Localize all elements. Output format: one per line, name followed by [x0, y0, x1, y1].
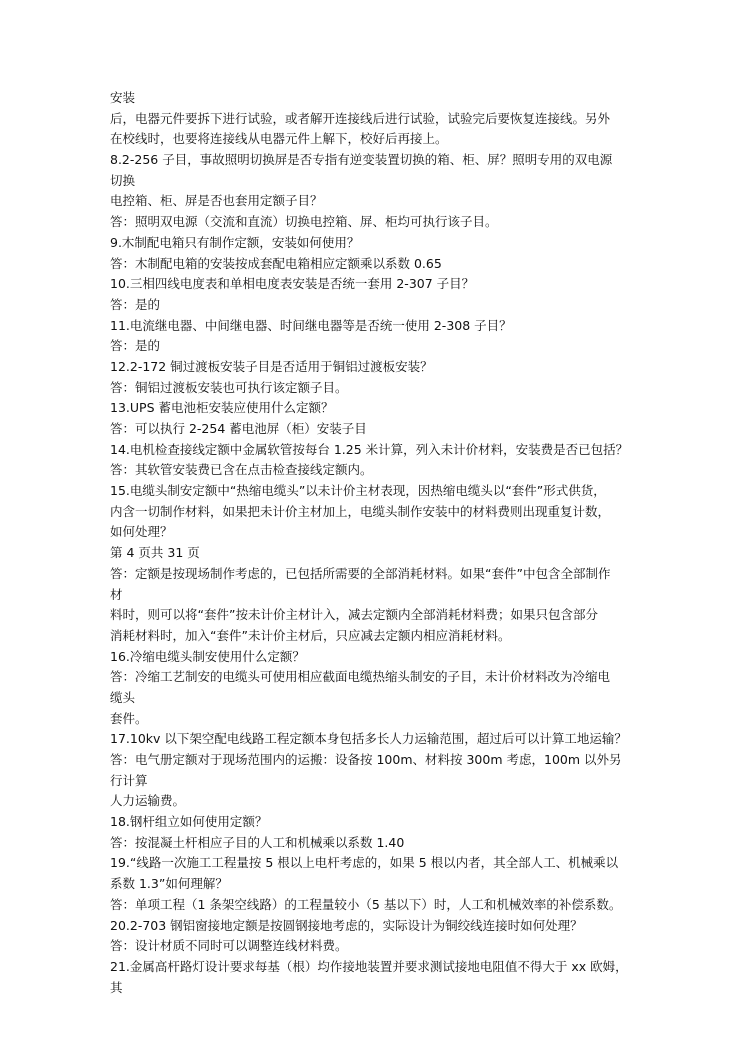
answer-line: 材	[110, 586, 123, 602]
question-line: 如何处理？	[110, 524, 173, 540]
question-line: 14.电机检查接线定额中金属软管按每台 1.25 米计算，列入未计价材料，安装费是否已包括？	[110, 441, 629, 457]
answer-line: 答：定额是按现场制作考虑的，已包括所需要的全部消耗材料。如果“套件”中包含全部制作	[110, 565, 611, 581]
page-number: 第 4 页共 31 页	[110, 545, 200, 561]
answer-line: 行计算	[110, 772, 148, 788]
answer-line: 套件。	[110, 710, 148, 726]
answer-line: 消耗材料时，加入“套件”未计价主材后，只应减去定额内相应消耗材料。	[110, 627, 511, 643]
answer-line: 答：冷缩工艺制安的电缆头可使用相应截面电缆热缩头制安的子目，未计价材料改为冷缩电	[110, 669, 611, 685]
question-line: 内含一切制作材料，如果把未计价主材加上，电缆头制作安装中的材料费则出现重复计数，	[110, 503, 611, 519]
text-line: 安装	[110, 90, 136, 105]
question-line: 10.三相四线电度表和单相电度表安装是否统一套用 2-307 子目？	[110, 276, 475, 292]
answer-line: 答：是的	[110, 296, 161, 312]
answer-line: 答：照明双电源（交流和直流）切换电控箱、屏、柜均可执行该子目。	[110, 214, 498, 230]
document-body	[110, 88, 640, 998]
answer-line: 答：铜铝过渡板安装也可执行该定额子目。	[110, 379, 348, 395]
question-line: 15.电缆头制安定额中“热缩电缆头”以未计价主材表现，因热缩电缆头以“套件”形式供货，	[110, 483, 606, 499]
answer-line: 答：其软管安装费已含在点击检查接线定额内。	[110, 462, 373, 478]
question-line: 19.“线路一次施工工程量按 5 根以上电杆考虑的，如果 5 根以内者，其全部人工、机械乘以	[110, 855, 619, 871]
answer-line: 答：是的	[110, 338, 161, 354]
question-line: 17.10kv 以下架空配电线路工程定额本身包括多长人力运输范围，超过后可以计算工地运输？	[110, 731, 627, 747]
text-line: 后，电器元件要拆下进行试验，或者解开连接线后进行试验，试验完后要恢复连接线。另外	[110, 110, 611, 126]
answer-line: 答：可以执行 2-254 蓄电池屏（柜）安装子目	[110, 421, 367, 436]
question-line: 12.2-172 铜过渡板安装子目是否适用于铜铝过渡板安装？	[110, 358, 433, 374]
answer-line: 答：单项工程（1 条架空线路）的工程量较小（5 基以下）时，人工和机械效率的补偿系数。	[110, 896, 622, 912]
answer-line: 答：电气册定额对于现场范围内的运搬：设备按 100m、材料按 300m 考虑，100m 以外另	[110, 752, 622, 767]
question-line: 8.2-256 子目，事故照明切换屏是否专指有逆变装置切换的箱、柜、屏？照明专用的双电源	[110, 152, 613, 168]
question-line: 11.电流继电器、中间继电器、时间继电器等是否统一使用 2-308 子目？	[110, 317, 512, 333]
answer-line: 答：木制配电箱的安装按成套配电箱相应定额乘以系数 0.65	[110, 255, 442, 271]
question-line: 切换	[110, 172, 136, 188]
question-line: 系数 1.3”如何理解？	[110, 876, 228, 892]
question-line: 20.2-703 钢铝窗接地定额是按圆钢接地考虑的，实际设计为铜绞线连接时如何处理？	[110, 917, 583, 933]
text-line: 在校线时，也要将连接线从电器元件上解下，校好后再接上。	[110, 131, 448, 147]
question-line: 18.钢杆组立如何使用定额？	[110, 814, 268, 830]
question-line: 电控箱、柜、屏是否也套用定额子目？	[110, 193, 323, 209]
question-line: 21.金属高杆路灯设计要求每基（根）均作接地装置并要求测试接地电阻值不得大于 xx 欧姆，	[110, 958, 628, 974]
answer-line: 人力运输费。	[110, 793, 186, 809]
question-line: 16.冷缩电缆头制安使用什么定额？	[110, 648, 305, 664]
answer-line: 料时，则可以将“套件”按未计价主材计入，减去定额内全部消耗材料费；如果只包含部分	[110, 607, 598, 623]
question-line: 13.UPS 蓄电池柜安装应使用什么定额？	[110, 400, 334, 416]
question-line: 其	[110, 979, 123, 995]
answer-line: 答：设计材质不同时可以调整连线材料费。	[110, 938, 348, 954]
answer-line: 缆头	[110, 689, 136, 705]
question-line: 9.木制配电箱只有制作定额，安装如何使用？	[110, 234, 360, 250]
answer-line: 答：按混凝土杆相应子目的人工和机械乘以系数 1.40	[110, 834, 405, 850]
